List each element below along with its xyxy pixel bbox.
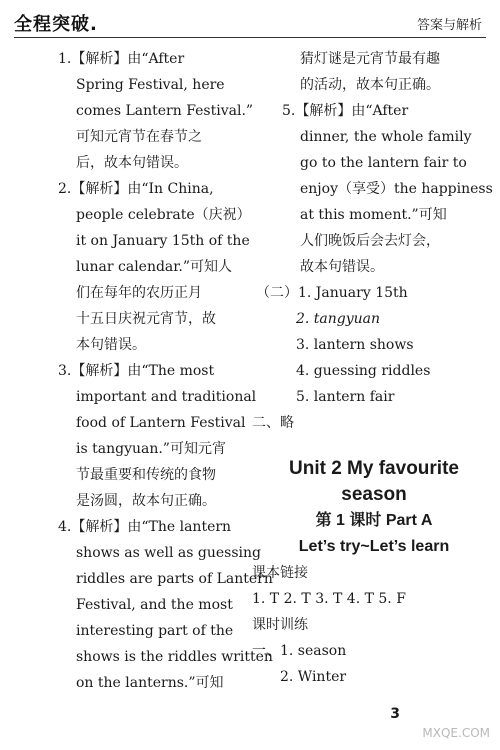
- text-line: shows as well as guessing: [76, 545, 261, 561]
- header-divider: [14, 37, 486, 38]
- text-line: enjoy（享受）the happiness: [300, 181, 493, 197]
- answers-line: 一、1. season: [252, 643, 347, 659]
- text-line: comes Lantern Festival.”: [76, 103, 254, 119]
- text-line: 是汤圆，故本句正确。: [76, 493, 216, 509]
- text-line: Spring Festival, here: [76, 77, 225, 93]
- text-line: riddles are parts of Lantern: [76, 571, 273, 587]
- text-line: 本句错误。: [76, 337, 146, 353]
- text-line: 1.【解析】由“After: [58, 51, 185, 67]
- section-label: 答案与解析: [416, 18, 482, 33]
- text-line: 5. lantern fair: [296, 389, 395, 405]
- section-heading: 课时训练: [252, 617, 308, 633]
- text-line: at this moment.”可知: [300, 207, 447, 223]
- text-line: people celebrate（庆祝）: [76, 207, 251, 223]
- text-line: 二、略: [252, 415, 294, 431]
- unit-title: Unit 2 My favourite: [289, 458, 459, 479]
- text-line: 的活动，故本句正确。: [300, 77, 440, 93]
- text-line: 十五日庆祝元宵节，故: [76, 311, 216, 327]
- unit-title: season: [341, 484, 407, 505]
- text-line: important and traditional: [76, 389, 257, 405]
- section-heading: 课本链接: [252, 565, 308, 581]
- text-line: lunar calendar.”可知人: [76, 259, 233, 275]
- lesson-heading: 第 1 课时 Part A: [315, 512, 433, 529]
- text-line: 后，故本句错误。: [76, 155, 188, 171]
- text-line: on the lanterns.”可知: [76, 675, 224, 691]
- text-line: shows is the riddles written: [76, 649, 273, 665]
- answers-line: 1. T 2. T 3. T 4. T 5. F: [252, 591, 406, 607]
- lesson-heading: Let’s try~Let’s learn: [298, 538, 450, 555]
- text-line: interesting part of the: [76, 623, 234, 639]
- page-header: [0, 0, 500, 40]
- watermark: MXQE.COM: [422, 726, 490, 740]
- text-line: 3. lantern shows: [296, 337, 414, 353]
- text-line: dinner, the whole family: [300, 129, 472, 145]
- text-line: 节最重要和传统的食物: [76, 467, 216, 483]
- text-line: 4.【解析】由“The lantern: [58, 519, 232, 535]
- text-line: 4. guessing riddles: [296, 363, 431, 379]
- text-line: 可知元宵节在春节之: [76, 129, 202, 145]
- text-line: Festival, and the most: [76, 597, 233, 613]
- text-line: is tangyuan.”可知元宵: [76, 441, 226, 457]
- right-column: [252, 46, 496, 690]
- text-line: it on January 15th of the: [76, 233, 250, 249]
- text-line: food of Lantern Festival: [76, 415, 246, 431]
- text-line: 故本句错误。: [300, 259, 384, 275]
- page-number: 3: [390, 706, 400, 722]
- text-line: 2.【解析】由“In China,: [58, 181, 214, 197]
- text-line: go to the lantern fair to: [300, 155, 467, 171]
- brand-logo: 全程突破.: [14, 14, 98, 35]
- text-line: 猜灯谜是元宵节最有趣: [300, 51, 440, 67]
- text-line: 2. tangyuan: [296, 311, 381, 327]
- text-line: 人们晚饭后会去灯会，: [300, 233, 440, 249]
- text-line: 3.【解析】由“The most: [58, 363, 215, 379]
- text-line: （二）1. January 15th: [256, 285, 408, 301]
- text-line: 们在每年的农历正月: [76, 285, 202, 301]
- text-line: 5.【解析】由“After: [282, 103, 409, 119]
- answers-line: 2. Winter: [280, 669, 347, 685]
